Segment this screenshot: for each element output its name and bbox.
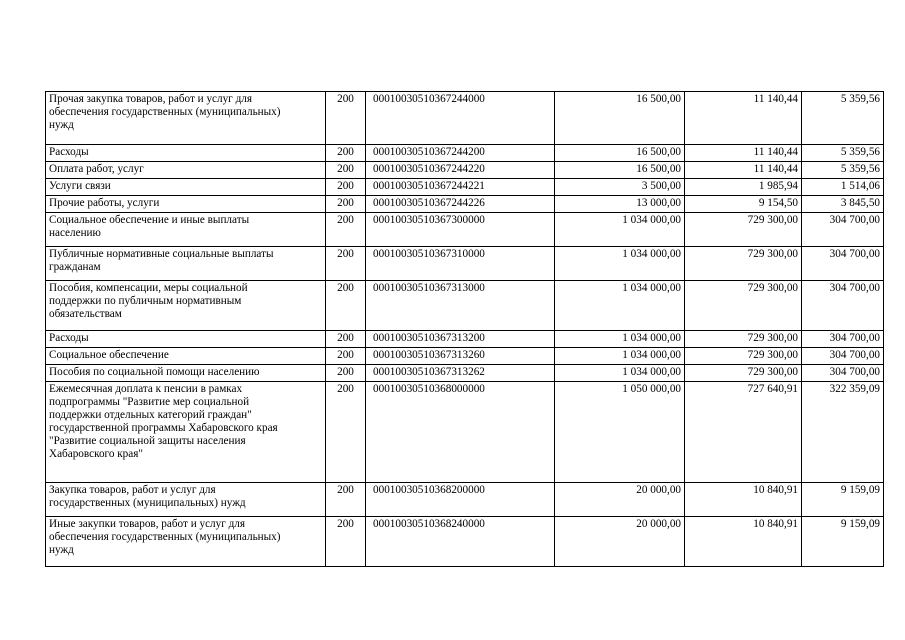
cell-budget-code: 00010030510368200000 [366, 483, 555, 517]
cell-executed: 11 140,44 [685, 92, 802, 145]
cell-line-code: 200 [326, 382, 366, 483]
cell-approved: 16 500,00 [555, 162, 685, 179]
cell-line-code: 200 [326, 331, 366, 348]
cell-approved: 1 034 000,00 [555, 331, 685, 348]
cell-name: Расходы [46, 331, 326, 348]
table-row [46, 196, 884, 213]
cell-remaining: 5 359,56 [802, 92, 884, 145]
cell-approved: 1 034 000,00 [555, 281, 685, 331]
cell-executed: 729 300,00 [685, 281, 802, 331]
cell-approved: 16 500,00 [555, 145, 685, 162]
cell-remaining: 304 700,00 [802, 331, 884, 348]
cell-remaining: 9 159,09 [802, 483, 884, 517]
cell-approved: 1 034 000,00 [555, 247, 685, 281]
cell-remaining: 3 845,50 [802, 196, 884, 213]
cell-remaining: 5 359,56 [802, 145, 884, 162]
cell-name: Расходы [46, 145, 326, 162]
cell-budget-code: 00010030510367313200 [366, 331, 555, 348]
cell-approved: 3 500,00 [555, 179, 685, 196]
cell-line-code: 200 [326, 196, 366, 213]
cell-remaining: 304 700,00 [802, 281, 884, 331]
cell-approved: 20 000,00 [555, 517, 685, 567]
cell-executed: 10 840,91 [685, 483, 802, 517]
cell-budget-code: 00010030510368240000 [366, 517, 555, 567]
table-row [46, 331, 884, 348]
table-row [46, 247, 884, 281]
table-row [46, 145, 884, 162]
cell-approved: 1 034 000,00 [555, 365, 685, 382]
cell-budget-code: 00010030510367244226 [366, 196, 555, 213]
cell-budget-code: 00010030510367244200 [366, 145, 555, 162]
cell-executed: 1 985,94 [685, 179, 802, 196]
cell-name: Иные закупки товаров, работ и услуг для обеспечения государственных (муниципальных) нужд [46, 517, 326, 567]
cell-approved: 13 000,00 [555, 196, 685, 213]
cell-executed: 11 140,44 [685, 162, 802, 179]
cell-remaining: 1 514,06 [802, 179, 884, 196]
table-row [46, 365, 884, 382]
cell-budget-code: 00010030510367310000 [366, 247, 555, 281]
cell-budget-code: 00010030510367244221 [366, 179, 555, 196]
cell-executed: 11 140,44 [685, 145, 802, 162]
cell-budget-code: 00010030510367244000 [366, 92, 555, 145]
cell-budget-code: 00010030510367300000 [366, 213, 555, 247]
cell-line-code: 200 [326, 281, 366, 331]
cell-approved: 1 050 000,00 [555, 382, 685, 483]
cell-line-code: 200 [326, 483, 366, 517]
cell-approved: 1 034 000,00 [555, 213, 685, 247]
table-row [46, 382, 884, 483]
budget-execution-table [45, 91, 884, 567]
table-row [46, 348, 884, 365]
cell-budget-code: 00010030510367313260 [366, 348, 555, 365]
cell-remaining: 9 159,09 [802, 517, 884, 567]
cell-name: Социальное обеспечение [46, 348, 326, 365]
cell-line-code: 200 [326, 213, 366, 247]
cell-remaining: 304 700,00 [802, 213, 884, 247]
table-row [46, 483, 884, 517]
cell-line-code: 200 [326, 162, 366, 179]
cell-line-code: 200 [326, 365, 366, 382]
cell-executed: 729 300,00 [685, 213, 802, 247]
cell-approved: 1 034 000,00 [555, 348, 685, 365]
cell-name: Ежемесячная доплата к пенсии в рамках подпрограммы "Развитие мер социальной поддержки отдельных категорий граждан" государственной программы Хабаровского края "Развитие социальной защиты населения Хабаровского края" [46, 382, 326, 483]
cell-budget-code: 00010030510367313262 [366, 365, 555, 382]
cell-executed: 729 300,00 [685, 247, 802, 281]
table-row [46, 281, 884, 331]
cell-name: Социальное обеспечение и иные выплаты населению [46, 213, 326, 247]
cell-name: Прочая закупка товаров, работ и услуг для обеспечения государственных (муниципальных) нужд [46, 92, 326, 145]
cell-remaining: 304 700,00 [802, 348, 884, 365]
cell-name: Пособия по социальной помощи населению [46, 365, 326, 382]
cell-line-code: 200 [326, 92, 366, 145]
cell-line-code: 200 [326, 348, 366, 365]
cell-executed: 729 300,00 [685, 365, 802, 382]
cell-executed: 10 840,91 [685, 517, 802, 567]
cell-name: Услуги связи [46, 179, 326, 196]
cell-approved: 16 500,00 [555, 92, 685, 145]
cell-remaining: 304 700,00 [802, 365, 884, 382]
cell-name: Закупка товаров, работ и услуг для государственных (муниципальных) нужд [46, 483, 326, 517]
table-row [46, 517, 884, 567]
cell-line-code: 200 [326, 145, 366, 162]
table-row [46, 162, 884, 179]
cell-executed: 727 640,91 [685, 382, 802, 483]
table-row [46, 179, 884, 196]
cell-line-code: 200 [326, 179, 366, 196]
cell-executed: 729 300,00 [685, 348, 802, 365]
table-body [46, 92, 884, 567]
cell-name: Публичные нормативные социальные выплаты гражданам [46, 247, 326, 281]
cell-line-code: 200 [326, 247, 366, 281]
cell-budget-code: 00010030510367313000 [366, 281, 555, 331]
cell-name: Пособия, компенсации, меры социальной поддержки по публичным нормативным обязательствам [46, 281, 326, 331]
table-row [46, 92, 884, 145]
cell-budget-code: 00010030510368000000 [366, 382, 555, 483]
cell-name: Прочие работы, услуги [46, 196, 326, 213]
table-row [46, 213, 884, 247]
cell-remaining: 5 359,56 [802, 162, 884, 179]
cell-line-code: 200 [326, 517, 366, 567]
cell-remaining: 322 359,09 [802, 382, 884, 483]
cell-executed: 9 154,50 [685, 196, 802, 213]
cell-approved: 20 000,00 [555, 483, 685, 517]
cell-remaining: 304 700,00 [802, 247, 884, 281]
cell-budget-code: 00010030510367244220 [366, 162, 555, 179]
cell-name: Оплата работ, услуг [46, 162, 326, 179]
cell-executed: 729 300,00 [685, 331, 802, 348]
